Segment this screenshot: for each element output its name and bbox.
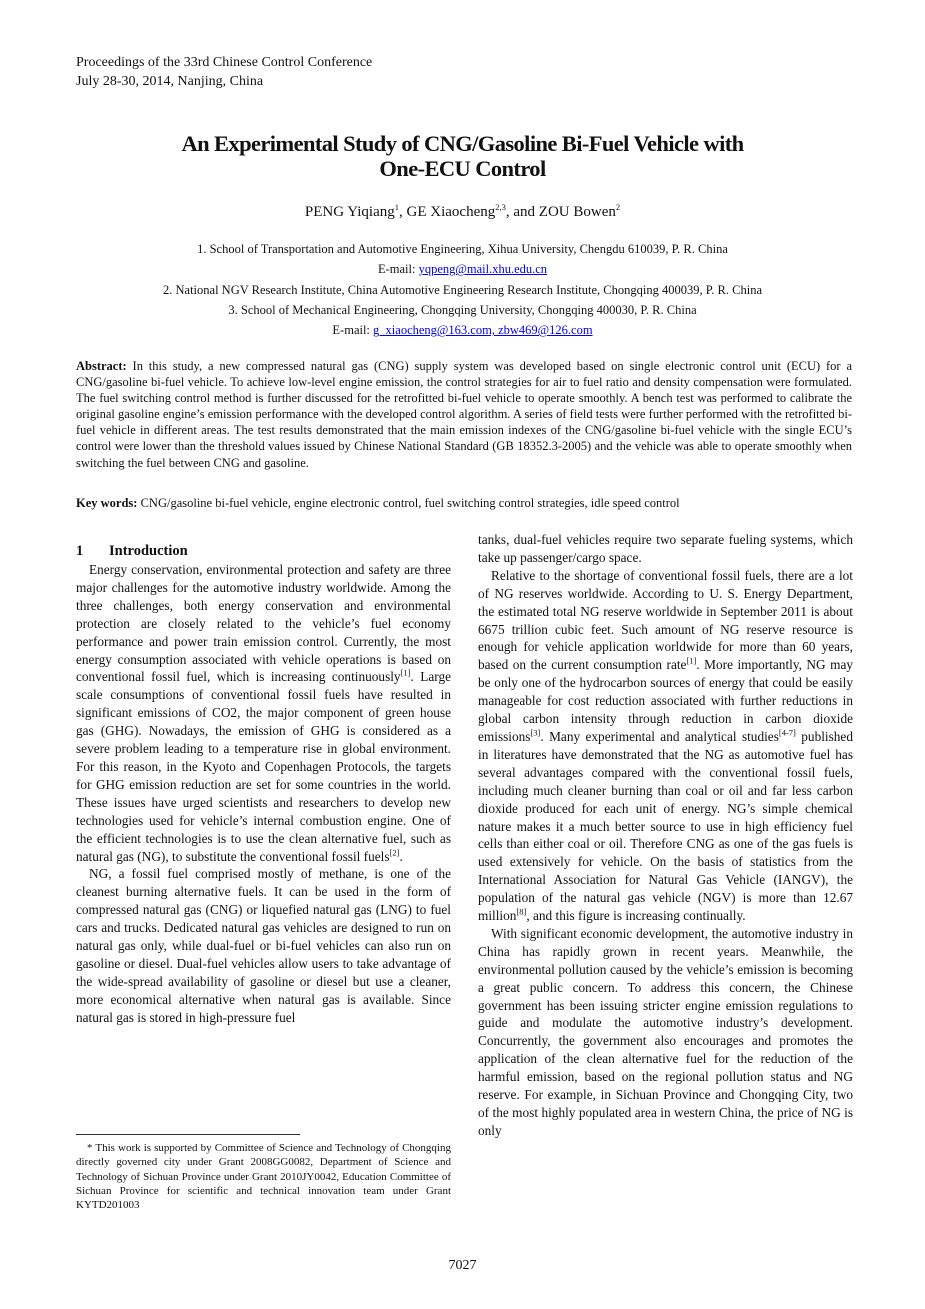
- author-name: ZOU Bowen: [538, 204, 616, 220]
- paragraph-text: published in literatures have demonstrated that the NG as automotive fuel has several advantages compared with the conventional fossil fuels, including much cleaner burning than coal or oil and far less carbon dioxide produced for each unit of energy. NG’s simple chemical nature makes it a much better source to use in high efficiency fuel cells than either coal or oil. Therefore CNG as one of the gas fuels is used extensively for vehicle. On the basis of statistics from the International Association for Natural Gas Vehicle (IANGV), the population of the natural gas vehicle (NGV) is more than 12.67 million: [478, 728, 853, 924]
- email-link[interactable]: yqpeng@mail.xhu.edu.cn: [418, 262, 548, 277]
- conference-date-location: July 28-30, 2014, Nanjing, China: [76, 74, 264, 89]
- keywords: [76, 495, 852, 511]
- paragraph-text: With significant economic development, the automotive industry in China has rapidly grown in recent years. Meanwhile, the environmental pollution caused by the vehicle’s emission is becoming a great public concern. To address this concern, the Chinese government has been issuing stricter engine emission regulations to guide and modulate the automotive industry’s development. Concurrently, the government also encourages and promotes the application of the clean alternative fuel for the reduction of the harmful emission, based on the regional pollution status and NG reserve. For example, in Sichuan Province and Chongqing City, two of the most highly populated area in western China, the price of NG is only: [478, 925, 853, 1138]
- email-link[interactable]: g_xiaocheng@163.com, zbw469@126.com: [373, 323, 593, 338]
- section-title: Introduction: [109, 543, 188, 559]
- section-heading: [76, 541, 451, 561]
- author-affiliation-mark: 1: [394, 202, 400, 212]
- right-column: [478, 531, 853, 1140]
- email-line-1: [0, 259, 925, 279]
- body-paragraph: [478, 925, 853, 1140]
- author-name: GE Xiaocheng: [406, 204, 496, 220]
- title-line-2: One-ECU Control: [379, 156, 546, 181]
- affiliation-2: 2. National NGV Research Institute, China Automotive Engineering Research Institute, Chongqing 400039, P. R. China: [163, 282, 762, 297]
- abstract-label: Abstract:: [76, 359, 127, 373]
- footnote: * This work is supported by Committee of Science and Technology of Chongqing directly governed city under Grant 2008GG0082, Department of Science and Technology of Sichuan Province under Grant 2010JY0042, Education Committee of Sichuan Province for scientific and technical innovation team under Grant KYTD201003: [76, 1142, 451, 1212]
- body-paragraph: [76, 561, 451, 865]
- author-name: PENG Yiqiang: [304, 204, 395, 220]
- paragraph-text: .: [399, 848, 403, 864]
- right-column-body: [478, 531, 853, 1140]
- paper-title: [60, 131, 865, 181]
- paragraph-text: , and this figure is increasing continually.: [526, 908, 746, 924]
- paragraph-text: tanks, dual-fuel vehicles require two separate fueling systems, which take up passenger/cargo space.: [478, 532, 853, 565]
- citation-mark: [1]: [400, 668, 411, 679]
- author-separator: ,: [399, 204, 407, 220]
- email-line-2: [0, 320, 925, 340]
- body-paragraph: [478, 567, 853, 925]
- author-separator: , and: [505, 204, 539, 220]
- page-number: 7027: [448, 1258, 477, 1273]
- keywords-text: CNG/gasoline bi-fuel vehicle, engine electronic control, fuel switching control strategies, idle speed control: [137, 496, 680, 510]
- paragraph-text: . More importantly, NG may be only one of the hydrocarbon sources of energy that could be easily manageable for cost reduction associated with further reductions in global carbon intensity through reduction in carbon dioxide emissions: [478, 657, 853, 744]
- abstract: [76, 358, 852, 471]
- footnote-divider: [76, 1134, 300, 1135]
- left-column-body: [76, 561, 451, 1027]
- paragraph-text: Energy conservation, environmental protection and safety are three major challenges for the automotive industry worldwide. Among the three challenges, both energy conservation and environmental protection are closely related to the vehicle’s fuel economy performance and power train emission control. Currently, the most energy consumption associated with vehicle operations is based on conventional fossil fuel, which is increasing continuously: [76, 562, 451, 685]
- title-line-1: An Experimental Study of CNG/Gasoline Bi-Fuel Vehicle with: [181, 131, 744, 156]
- citation-mark: [2]: [389, 847, 400, 858]
- conference-name: Proceedings of the 33rd Chinese Control Conference: [76, 55, 373, 70]
- affiliations: [0, 239, 925, 340]
- body-paragraph: [478, 531, 853, 567]
- abstract-text: In this study, a new compressed natural gas (CNG) supply system was developed based on single electronic control unit (ECU) for a CNG/gasoline bi-fuel vehicle. To achieve low-level engine emission, the control strategies for air to fuel ratio and density compensation were formulated. The fuel switching control method is further discussed for the retrofitted bi-fuel vehicle to operate smoothly. A bench test was performed to calibrate the original gasoline engine’s emission performance with the developed control algorithm. A series of field tests were further performed with the retrofitted bi-fuel vehicle in different areas. The test results demonstrated that the main emission indexes of the CNG/gasoline bi-fuel vehicle with the single ECU’s control were lower than the threshold values issued by Chinese National Standard (GB 18352.3-2005) and the vehicle was able to operate smoothly when switching the fuel between CNG and gasoline.: [76, 359, 852, 470]
- affiliation-1: 1. School of Transportation and Automotive Engineering, Xihua University, Chengdu 610039, P. R. China: [197, 242, 728, 256]
- paragraph-text: NG, a fossil fuel comprised mostly of methane, is one of the cleanest burning alternative fuels. It can be used in the form of compressed natural gas (CNG) or liquefied natural gas (LNG) to fuel cars and trucks. Dedicated natural gas vehicles are designed to run on natural gas only, while dual-fuel or bi-fuel vehicles can also run on gasoline or diesel. Dual-fuel vehicles allow users to take advantage of the wide-spread availability of gasoline or diesel but use a cleaner, more economical alternative when natural gas is available. Since natural gas is stored in high-pressure fuel: [76, 866, 451, 1025]
- citation-mark: [8]: [516, 906, 527, 917]
- section-number: 1: [76, 543, 84, 559]
- paragraph-text: Relative to the shortage of conventional fossil fuels, there are a lot of NG reserves worldwide. According to U. S. Energy Department, the estimated total NG reserve worldwide in September 2011 is about 6675 trillion cubic feet. Such amount of NG reserve resource is enough for vehicle application worldwide for more than 60 years, based on the current consumption rate: [478, 567, 853, 673]
- paragraph-text: . Many experimental and analytical studies: [540, 728, 779, 744]
- citation-mark: [4-7]: [778, 727, 796, 738]
- affiliation-3: 3. School of Mechanical Engineering, Chongqing University, Chongqing 400030, P. R. China: [228, 302, 697, 317]
- citation-mark: [1]: [686, 655, 697, 666]
- citation-mark: [3]: [530, 727, 541, 738]
- conference-header: [76, 53, 372, 91]
- author-affiliation-mark: 2: [615, 202, 621, 212]
- body-paragraph: [76, 865, 451, 1026]
- keywords-label: Key words:: [76, 496, 138, 510]
- email-label: E-mail:: [377, 262, 419, 277]
- author-affiliation-mark: 2,3: [495, 202, 506, 212]
- author-list: [0, 204, 925, 221]
- paragraph-text: . Large scale consumptions of conventional fossil fuels have resulted in significant emissions of CO2, the major component of green house gas (GHG). Nowadays, the emission of GHG is considered as a severe problem leading to a temperature rise in global environment. For this reason, in the Kyoto and Copenhagen Protocols, the targets for GHG emission reduction are set for some countries in the world. These issues have urged scientists and researchers to develop new technologies used for vehicle’s internal combustion engine. One of the efficient technologies is to use the clean alternative fuel, such as natural gas (NG), to substitute the conventional fossil fuels: [76, 669, 451, 864]
- email-label: E-mail:: [332, 323, 374, 338]
- left-column: [76, 541, 451, 1027]
